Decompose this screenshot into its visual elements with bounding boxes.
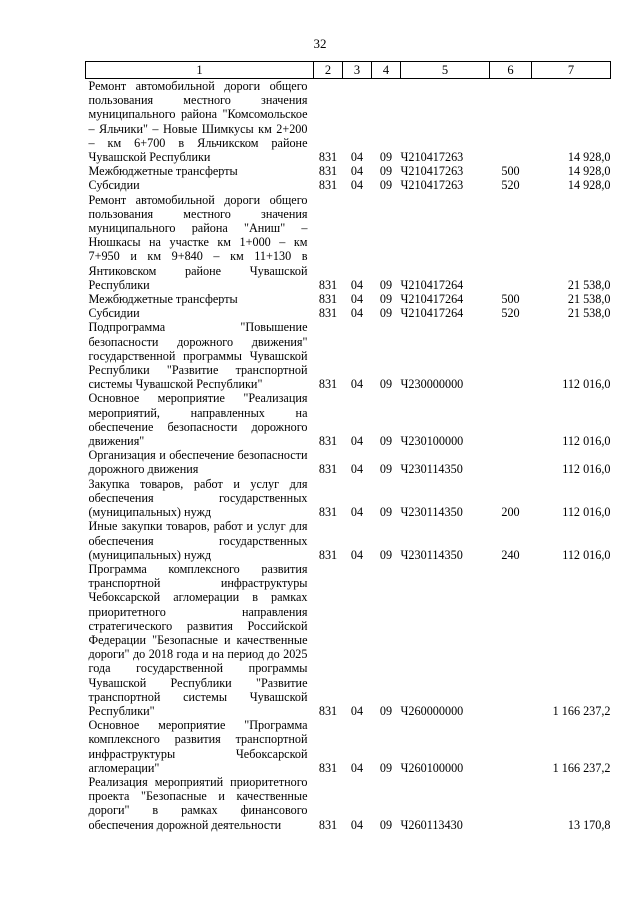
row-vr: 240 [501,547,520,562]
page-number: 32 [313,36,327,51]
row-pr: 09 [379,817,393,832]
table-row [86,718,611,775]
row-csr: Ч260100000 [400,760,464,775]
table-header-row [86,62,611,79]
row-gr: 831 [318,292,338,307]
row-name: Реализация мероприятий приоритетного проекта "Безопасные и качественные дороги" в рамках финансового обеспечения дорожной деятельности [88,774,308,832]
column-header-vr: 6 [490,62,532,79]
row-vr [490,320,532,391]
row-rz: 04 [350,292,364,307]
row-sum: 13 170,8 [567,817,611,832]
row-pr: 09 [379,306,393,321]
table-row [86,477,611,520]
row-vr: 500 [501,164,520,179]
row-name: Организация и обеспечение безопасности дорожного движения [88,448,308,477]
row-sum: 1 166 237,2 [552,703,611,718]
row-rz: 04 [350,434,364,449]
row-csr: Ч230114350 [400,505,463,520]
row-name: Основное мероприятие "Реализация мероприятий, направленных на обеспечение безопасности дорожного движения" [88,391,308,449]
row-gr: 831 [318,703,338,718]
row-name: Иные закупки товаров, работ и услуг для обеспечения государственных (муниципальных) нужд [88,519,308,562]
table-row [86,519,611,562]
row-vr: 520 [501,178,520,193]
row-name: Основное мероприятие "Программа комплексного развития транспортной инфраструктуры Чебоксарской агломерации" [88,718,308,775]
row-name: Межбюджетные трансферты [88,292,238,307]
row-rz: 04 [350,306,364,321]
row-gr: 831 [318,547,338,562]
row-pr: 09 [379,505,393,520]
row-pr: 09 [379,277,393,292]
table-row [86,292,611,306]
row-csr: Ч210417264 [400,306,464,321]
budget-table [85,61,611,832]
row-gr: 831 [318,760,338,775]
row-rz: 04 [350,703,364,718]
row-name: Подпрограмма "Повышение безопасности дорожного движения" государственной программы Чувашской Республики "Развитие транспортной системы Чувашской Республики" [88,320,308,392]
row-pr: 09 [379,703,393,718]
row-rz: 04 [350,164,364,179]
row-sum: 112 016,0 [562,462,611,477]
row-name: Ремонт автомобильной дороги общего пользования местного значения муниципального района "Аниш" – Нюшкасы на участке км 1+000 – км 7+950 и км 9+840 – км 11+130 в Янтиковском районе Чувашской Республики [88,192,308,292]
row-csr: Ч230100000 [400,434,464,449]
row-csr: Ч260113430 [400,817,463,832]
row-vr: 520 [501,306,520,321]
row-vr [490,562,532,718]
row-sum: 14 928,0 [567,150,611,165]
row-pr: 09 [379,164,393,179]
row-rz: 04 [350,277,364,292]
row-gr: 831 [318,462,338,477]
row-csr: Ч210417264 [400,292,464,307]
row-csr: Ч230114350 [400,547,463,562]
row-vr [490,718,532,775]
table-row [86,391,611,448]
row-name: Программа комплексного развития транспортной инфраструктуры Чебоксарской агломерации в рамках приоритетного направления стратегического развития Российской Федерации "Безопасные и качественные дороги" до 2018 года и на период до 2025 года государственной программы Чувашской Республики "Развитие транспортной системы Чувашской Республики" [88,561,308,718]
row-rz: 04 [350,547,364,562]
table-row [86,448,611,476]
row-rz: 04 [350,150,364,165]
row-pr: 09 [379,434,393,449]
table-row [86,193,611,292]
row-name: Ремонт автомобильной дороги общего пользования местного значения муниципального района "Комсомольское – Яльчики" – Новые Шимкусы км 2+200 – км 6+700 в Яльчикском районе Чувашской Республики [88,79,308,165]
row-name: Субсидии [88,178,140,193]
row-sum: 14 928,0 [567,178,611,193]
row-sum: 112 016,0 [562,505,611,520]
column-header-name: 1 [86,62,314,79]
row-sum: 112 016,0 [562,377,611,392]
row-vr [490,448,532,476]
table-row [86,775,611,832]
row-csr: Ч210417263 [400,178,464,193]
row-name: Субсидии [88,306,140,321]
row-gr: 831 [318,434,338,449]
row-rz: 04 [350,505,364,520]
row-gr: 831 [318,817,338,832]
row-rz: 04 [350,462,364,477]
row-csr: Ч230000000 [400,377,464,392]
row-vr [490,79,532,165]
row-csr: Ч230114350 [400,462,463,477]
column-header-rz: 3 [343,62,372,79]
row-gr: 831 [318,164,338,179]
row-csr: Ч210417264 [400,277,464,292]
row-csr: Ч260000000 [400,703,464,718]
table-row [86,178,611,192]
row-name: Закупка товаров, работ и услуг для обеспечения государственных (муниципальных) нужд [88,476,308,520]
column-header-sum: 7 [532,62,611,79]
row-sum: 14 928,0 [567,164,611,179]
row-vr [490,775,532,832]
row-rz: 04 [350,377,364,392]
row-pr: 09 [379,377,393,392]
table-row [86,79,611,165]
row-sum: 1 166 237,2 [552,760,611,775]
row-vr: 500 [501,292,520,307]
row-sum: 21 538,0 [567,277,611,292]
row-gr: 831 [318,377,338,392]
row-sum: 21 538,0 [567,292,611,307]
row-pr: 09 [379,462,393,477]
row-rz: 04 [350,817,364,832]
row-gr: 831 [318,150,338,165]
row-vr [490,193,532,292]
row-pr: 09 [379,178,393,193]
row-gr: 831 [318,277,338,292]
column-header-pr: 4 [372,62,401,79]
row-pr: 09 [379,760,393,775]
row-gr: 831 [318,505,338,520]
row-gr: 831 [318,306,338,321]
row-pr: 09 [379,292,393,307]
table-row [86,562,611,718]
row-vr [490,391,532,448]
table-row [86,320,611,391]
row-sum: 112 016,0 [562,547,611,562]
row-pr: 09 [379,547,393,562]
column-header-gr: 2 [314,62,343,79]
row-sum: 112 016,0 [562,434,611,449]
row-rz: 04 [350,760,364,775]
row-name: Межбюджетные трансферты [88,164,238,179]
table-row [86,306,611,320]
row-pr: 09 [379,150,393,165]
row-sum: 21 538,0 [567,306,611,321]
table-row [86,164,611,178]
row-vr: 200 [501,505,520,520]
row-csr: Ч210417263 [400,164,464,179]
column-header-csr: 5 [401,62,490,79]
row-csr: Ч210417263 [400,150,464,165]
row-gr: 831 [318,178,338,193]
row-rz: 04 [350,178,364,193]
